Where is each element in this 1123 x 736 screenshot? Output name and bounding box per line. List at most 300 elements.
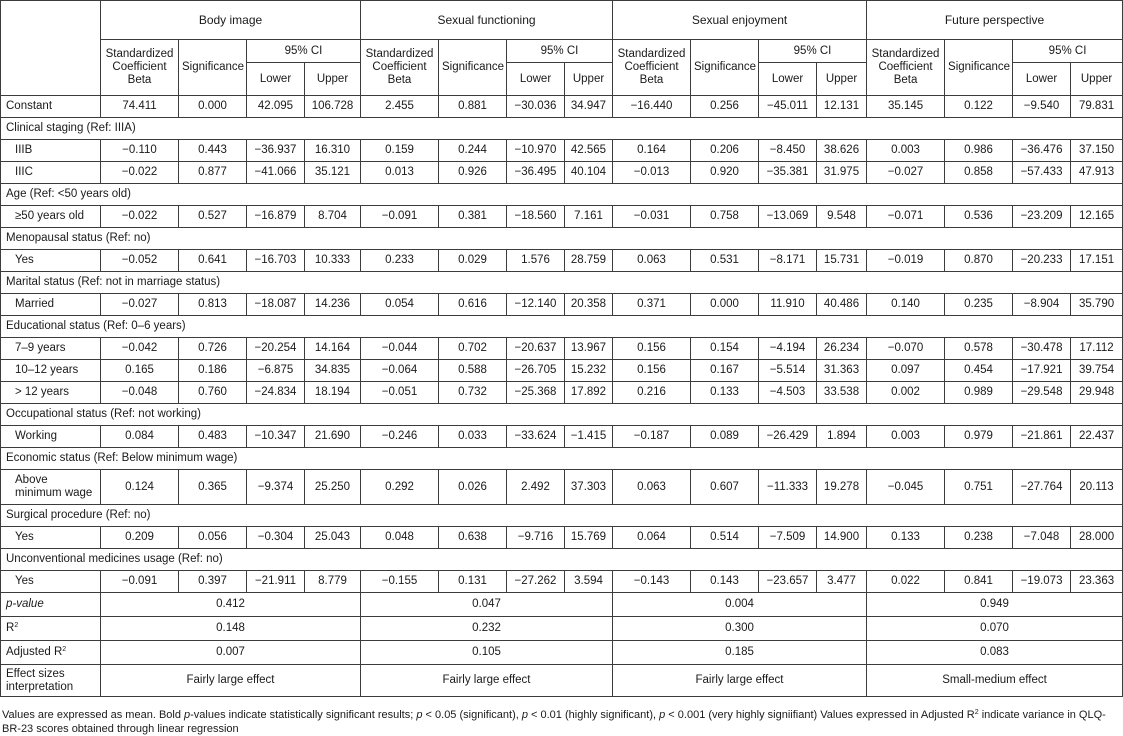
- table-cell: 13.967: [565, 338, 613, 360]
- table-cell: −0.027: [867, 162, 945, 184]
- ci-header: 95% CI: [247, 40, 361, 63]
- table-cell: −0.091: [101, 571, 179, 593]
- table-cell: −0.048: [101, 382, 179, 404]
- table-cell: −0.027: [101, 294, 179, 316]
- table-cell: 11.910: [759, 294, 817, 316]
- table-cell: 0.877: [179, 162, 247, 184]
- table-cell: −27.764: [1013, 470, 1071, 505]
- table-cell: 8.779: [305, 571, 361, 593]
- table-cell: 0.064: [613, 527, 691, 549]
- significance-header: Significance: [439, 40, 507, 96]
- row-label: Working: [1, 426, 101, 448]
- table-cell: 0.536: [945, 206, 1013, 228]
- table-cell: −6.875: [247, 360, 305, 382]
- row-label: Yes: [1, 527, 101, 549]
- table-cell: 0.063: [613, 250, 691, 272]
- table-cell: −21.861: [1013, 426, 1071, 448]
- table-cell: 23.363: [1071, 571, 1123, 593]
- table-cell: −1.415: [565, 426, 613, 448]
- table-cell: −33.624: [507, 426, 565, 448]
- table-cell: 31.975: [817, 162, 867, 184]
- significance-header: Significance: [945, 40, 1013, 96]
- table-cell: 33.538: [817, 382, 867, 404]
- table-cell: 7.161: [565, 206, 613, 228]
- table-cell: 12.131: [817, 96, 867, 118]
- table-cell: 0.054: [361, 294, 439, 316]
- table-cell: −0.187: [613, 426, 691, 448]
- table-cell: −0.155: [361, 571, 439, 593]
- table-cell: −57.433: [1013, 162, 1071, 184]
- stats-value: 0.007: [101, 641, 361, 665]
- table-cell: 0.758: [691, 206, 759, 228]
- table-cell: 0.186: [179, 360, 247, 382]
- table-cell: 0.527: [179, 206, 247, 228]
- table-cell: 0.122: [945, 96, 1013, 118]
- table-cell: −45.011: [759, 96, 817, 118]
- table-cell: 0.216: [613, 382, 691, 404]
- table-cell: 0.483: [179, 426, 247, 448]
- table-cell: 0.397: [179, 571, 247, 593]
- table-cell: 22.437: [1071, 426, 1123, 448]
- table-cell: −7.048: [1013, 527, 1071, 549]
- table-cell: 25.043: [305, 527, 361, 549]
- table-cell: 37.303: [565, 470, 613, 505]
- table-cell: 9.548: [817, 206, 867, 228]
- table-cell: −0.031: [613, 206, 691, 228]
- table-cell: 106.728: [305, 96, 361, 118]
- table-cell: −16.440: [613, 96, 691, 118]
- stats-value: Fairly large effect: [101, 665, 361, 697]
- table-cell: 39.754: [1071, 360, 1123, 382]
- significance-header: Significance: [179, 40, 247, 96]
- stats-value: 0.070: [867, 617, 1123, 641]
- table-cell: 0.235: [945, 294, 1013, 316]
- table-cell: −29.548: [1013, 382, 1071, 404]
- section-label: Economic status (Ref: Below minimum wage): [1, 448, 1123, 470]
- row-label: Married: [1, 294, 101, 316]
- table-cell: 0.454: [945, 360, 1013, 382]
- table-cell: 16.310: [305, 140, 361, 162]
- row-label: Above minimum wage: [1, 470, 101, 505]
- table-row: [1, 470, 1123, 505]
- table-cell: 0.371: [613, 294, 691, 316]
- table-cell: −9.374: [247, 470, 305, 505]
- table-cell: −35.381: [759, 162, 817, 184]
- table-cell: 0.986: [945, 140, 1013, 162]
- table-cell: −21.911: [247, 571, 305, 593]
- table-cell: 0.381: [439, 206, 507, 228]
- stats-row-r2: [1, 617, 1123, 641]
- table-cell: −0.019: [867, 250, 945, 272]
- section-label: Marital status (Ref: not in marriage status): [1, 272, 1123, 294]
- table-cell: 0.089: [691, 426, 759, 448]
- stats-value: Small-medium effect: [867, 665, 1123, 697]
- table-cell: 14.900: [817, 527, 867, 549]
- stats-value: 0.185: [613, 641, 867, 665]
- table-cell: −0.064: [361, 360, 439, 382]
- table-cell: 0.143: [691, 571, 759, 593]
- table-cell: 0.000: [179, 96, 247, 118]
- table-cell: 0.133: [691, 382, 759, 404]
- table-cell: 0.164: [613, 140, 691, 162]
- table-cell: 0.244: [439, 140, 507, 162]
- group-header-future-perspective: Future perspective: [867, 1, 1123, 40]
- table-cell: 47.913: [1071, 162, 1123, 184]
- table-cell: −8.450: [759, 140, 817, 162]
- section-row: [1, 228, 1123, 250]
- table-cell: 37.150: [1071, 140, 1123, 162]
- section-row: [1, 316, 1123, 338]
- table-cell: 25.250: [305, 470, 361, 505]
- table-cell: 0.154: [691, 338, 759, 360]
- table-cell: −0.070: [867, 338, 945, 360]
- table-cell: −36.937: [247, 140, 305, 162]
- table-cell: −26.705: [507, 360, 565, 382]
- ci-header: 95% CI: [1013, 40, 1123, 63]
- row-label: Yes: [1, 250, 101, 272]
- table-cell: 0.616: [439, 294, 507, 316]
- table-cell: 0.578: [945, 338, 1013, 360]
- table-cell: 0.443: [179, 140, 247, 162]
- stats-label-pvalue: p-value: [1, 593, 101, 617]
- beta-header: Standardized Coefficient Beta: [361, 40, 439, 96]
- section-label: Menopausal status (Ref: no): [1, 228, 1123, 250]
- corner-cell: [1, 1, 101, 96]
- table-cell: −12.140: [507, 294, 565, 316]
- table-cell: 0.022: [867, 571, 945, 593]
- table-cell: 20.358: [565, 294, 613, 316]
- stats-value: 0.047: [361, 593, 613, 617]
- lower-header: Lower: [247, 63, 305, 96]
- row-label: > 12 years: [1, 382, 101, 404]
- table-cell: 0.033: [439, 426, 507, 448]
- table-cell: −30.036: [507, 96, 565, 118]
- table-cell: 35.790: [1071, 294, 1123, 316]
- section-row: [1, 404, 1123, 426]
- table-cell: −20.637: [507, 338, 565, 360]
- table-cell: −0.143: [613, 571, 691, 593]
- table-cell: −20.233: [1013, 250, 1071, 272]
- table-cell: 40.486: [817, 294, 867, 316]
- table-cell: 20.113: [1071, 470, 1123, 505]
- table-cell: 21.690: [305, 426, 361, 448]
- table-cell: 15.232: [565, 360, 613, 382]
- table-row: [1, 96, 1123, 118]
- table-cell: 0.159: [361, 140, 439, 162]
- table-cell: −26.429: [759, 426, 817, 448]
- stats-row-adjusted-r2: [1, 641, 1123, 665]
- table-cell: 0.013: [361, 162, 439, 184]
- table-cell: −8.904: [1013, 294, 1071, 316]
- table-row: [1, 382, 1123, 404]
- section-label: Surgical procedure (Ref: no): [1, 505, 1123, 527]
- table-cell: 42.565: [565, 140, 613, 162]
- lower-header: Lower: [759, 63, 817, 96]
- table-cell: 0.003: [867, 140, 945, 162]
- table-cell: 0.029: [439, 250, 507, 272]
- row-label: 7–9 years: [1, 338, 101, 360]
- table-cell: 10.333: [305, 250, 361, 272]
- table-cell: 35.121: [305, 162, 361, 184]
- upper-header: Upper: [1071, 63, 1123, 96]
- table-cell: 0.881: [439, 96, 507, 118]
- stats-value: 0.232: [361, 617, 613, 641]
- table-row: [1, 140, 1123, 162]
- table-cell: −11.333: [759, 470, 817, 505]
- table-cell: 0.209: [101, 527, 179, 549]
- table-cell: 0.920: [691, 162, 759, 184]
- table-cell: 0.858: [945, 162, 1013, 184]
- table-cell: 0.084: [101, 426, 179, 448]
- table-cell: 0.531: [691, 250, 759, 272]
- table-cell: 34.947: [565, 96, 613, 118]
- table-cell: 0.206: [691, 140, 759, 162]
- section-row: [1, 549, 1123, 571]
- table-cell: 0.751: [945, 470, 1013, 505]
- table-cell: 15.769: [565, 527, 613, 549]
- upper-header: Upper: [305, 63, 361, 96]
- table-cell: −0.044: [361, 338, 439, 360]
- table-cell: 18.194: [305, 382, 361, 404]
- table-footnote: Values are expressed as mean. Bold p-values indicate statistically significant results; p < 0.05 (significant), p < 0.01 (highly significant), p < 0.001 (very highly signiifiant) Values expressed in Adjusted $R^2$ indicate variance in QLQ-BR-23 scores obtained through linear regression: [2, 709, 1106, 735]
- table-cell: −10.970: [507, 140, 565, 162]
- table-cell: 0.514: [691, 527, 759, 549]
- row-label: IIIC: [1, 162, 101, 184]
- table-cell: 0.292: [361, 470, 439, 505]
- table-cell: −0.042: [101, 338, 179, 360]
- table-cell: 0.156: [613, 338, 691, 360]
- table-cell: 0.000: [691, 294, 759, 316]
- table-cell: 0.979: [945, 426, 1013, 448]
- table-cell: 12.165: [1071, 206, 1123, 228]
- table-cell: −36.476: [1013, 140, 1071, 162]
- table-cell: 0.238: [945, 527, 1013, 549]
- table-cell: −4.503: [759, 382, 817, 404]
- stats-label-r2: $R^2$: [1, 617, 101, 641]
- section-row: [1, 505, 1123, 527]
- table-row: [1, 426, 1123, 448]
- section-label: Unconventional medicines usage (Ref: no): [1, 549, 1123, 571]
- table-cell: 0.131: [439, 571, 507, 593]
- stats-value: 0.105: [361, 641, 613, 665]
- section-row: [1, 184, 1123, 206]
- table-cell: 0.167: [691, 360, 759, 382]
- stats-value: 0.300: [613, 617, 867, 641]
- significance-header: Significance: [691, 40, 759, 96]
- table-cell: −9.540: [1013, 96, 1071, 118]
- table-cell: 35.145: [867, 96, 945, 118]
- row-label: Yes: [1, 571, 101, 593]
- table-cell: 14.236: [305, 294, 361, 316]
- table-row: [1, 294, 1123, 316]
- table-cell: 29.948: [1071, 382, 1123, 404]
- table-cell: −9.716: [507, 527, 565, 549]
- table-cell: 0.989: [945, 382, 1013, 404]
- table-cell: −0.052: [101, 250, 179, 272]
- table-cell: 0.026: [439, 470, 507, 505]
- table-cell: 0.732: [439, 382, 507, 404]
- table-row: [1, 338, 1123, 360]
- table-row: [1, 527, 1123, 549]
- header-row-groups: [1, 1, 1123, 40]
- group-header-sexual-enjoyment: Sexual enjoyment: [613, 1, 867, 40]
- table-row: [1, 206, 1123, 228]
- stats-value: Fairly large effect: [613, 665, 867, 697]
- table-cell: 38.626: [817, 140, 867, 162]
- stats-value: 0.949: [867, 593, 1123, 617]
- table-cell: 0.133: [867, 527, 945, 549]
- table-cell: −20.254: [247, 338, 305, 360]
- lower-header: Lower: [507, 63, 565, 96]
- ci-header: 95% CI: [759, 40, 867, 63]
- table-cell: −0.022: [101, 206, 179, 228]
- table-cell: 0.140: [867, 294, 945, 316]
- row-label: Constant: [1, 96, 101, 118]
- lower-header: Lower: [1013, 63, 1071, 96]
- table-cell: 0.002: [867, 382, 945, 404]
- table-cell: 0.638: [439, 527, 507, 549]
- table-cell: −13.069: [759, 206, 817, 228]
- table-cell: 0.365: [179, 470, 247, 505]
- table-cell: 0.063: [613, 470, 691, 505]
- table-cell: −0.246: [361, 426, 439, 448]
- section-row: [1, 448, 1123, 470]
- stats-label-adjusted-r2: Adjusted $R^2$: [1, 641, 101, 665]
- table-cell: 1.576: [507, 250, 565, 272]
- table-cell: 17.112: [1071, 338, 1123, 360]
- table-cell: 19.278: [817, 470, 867, 505]
- table-cell: −16.703: [247, 250, 305, 272]
- table-cell: 34.835: [305, 360, 361, 382]
- table-cell: 8.704: [305, 206, 361, 228]
- table-cell: 0.760: [179, 382, 247, 404]
- table-row: [1, 162, 1123, 184]
- table-cell: −8.171: [759, 250, 817, 272]
- table-row: [1, 360, 1123, 382]
- table-cell: 28.000: [1071, 527, 1123, 549]
- stats-row-pvalue: [1, 593, 1123, 617]
- table-cell: 26.234: [817, 338, 867, 360]
- table-cell: −0.091: [361, 206, 439, 228]
- stats-row-effect: [1, 665, 1123, 697]
- table-cell: −24.834: [247, 382, 305, 404]
- table-cell: 0.256: [691, 96, 759, 118]
- table-cell: 0.841: [945, 571, 1013, 593]
- table-cell: 0.926: [439, 162, 507, 184]
- table-cell: −0.304: [247, 527, 305, 549]
- table-cell: 14.164: [305, 338, 361, 360]
- table-cell: 0.726: [179, 338, 247, 360]
- table-cell: −16.879: [247, 206, 305, 228]
- row-label: ≥50 years old: [1, 206, 101, 228]
- section-row: [1, 118, 1123, 140]
- table-cell: 17.151: [1071, 250, 1123, 272]
- table-cell: 74.411: [101, 96, 179, 118]
- table-cell: 15.731: [817, 250, 867, 272]
- table-cell: −5.514: [759, 360, 817, 382]
- beta-header: Standardized Coefficient Beta: [101, 40, 179, 96]
- table-cell: −41.066: [247, 162, 305, 184]
- stats-value: Fairly large effect: [361, 665, 613, 697]
- table-cell: 40.104: [565, 162, 613, 184]
- table-cell: 0.003: [867, 426, 945, 448]
- table-cell: −0.071: [867, 206, 945, 228]
- table-cell: 0.588: [439, 360, 507, 382]
- table-row: [1, 571, 1123, 593]
- group-header-body-image: Body image: [101, 1, 361, 40]
- table-cell: 0.156: [613, 360, 691, 382]
- table-cell: 0.233: [361, 250, 439, 272]
- group-header-sexual-functioning: Sexual functioning: [361, 1, 613, 40]
- table-cell: 0.870: [945, 250, 1013, 272]
- table-cell: 17.892: [565, 382, 613, 404]
- table-cell: 0.702: [439, 338, 507, 360]
- table-row: [1, 250, 1123, 272]
- table-cell: −7.509: [759, 527, 817, 549]
- stats-label-effect: Effect sizes interpretation: [1, 665, 101, 697]
- table-cell: −4.194: [759, 338, 817, 360]
- section-label: Age (Ref: <50 years old): [1, 184, 1123, 206]
- table-cell: 0.048: [361, 527, 439, 549]
- table-cell: −30.478: [1013, 338, 1071, 360]
- section-row: [1, 272, 1123, 294]
- ci-header: 95% CI: [507, 40, 613, 63]
- table-cell: 79.831: [1071, 96, 1123, 118]
- table-cell: −0.013: [613, 162, 691, 184]
- stats-value: 0.083: [867, 641, 1123, 665]
- table-cell: −18.087: [247, 294, 305, 316]
- stats-value: 0.148: [101, 617, 361, 641]
- table-cell: 0.124: [101, 470, 179, 505]
- table-cell: 28.759: [565, 250, 613, 272]
- table-cell: −23.657: [759, 571, 817, 593]
- table-cell: −19.073: [1013, 571, 1071, 593]
- header-row-sub: [1, 40, 1123, 63]
- table-cell: 0.056: [179, 527, 247, 549]
- beta-header: Standardized Coefficient Beta: [867, 40, 945, 96]
- table-cell: −27.262: [507, 571, 565, 593]
- table-cell: −0.022: [101, 162, 179, 184]
- table-cell: −0.045: [867, 470, 945, 505]
- table-cell: 0.641: [179, 250, 247, 272]
- table-cell: 1.894: [817, 426, 867, 448]
- table-cell: −0.051: [361, 382, 439, 404]
- table-cell: −36.495: [507, 162, 565, 184]
- table-cell: −17.921: [1013, 360, 1071, 382]
- row-label: 10–12 years: [1, 360, 101, 382]
- table-cell: −18.560: [507, 206, 565, 228]
- table-cell: 3.594: [565, 571, 613, 593]
- stats-value: 0.412: [101, 593, 361, 617]
- table-cell: 0.165: [101, 360, 179, 382]
- table-cell: 2.492: [507, 470, 565, 505]
- table-cell: 3.477: [817, 571, 867, 593]
- section-label: Occupational status (Ref: not working): [1, 404, 1123, 426]
- beta-header: Standardized Coefficient Beta: [613, 40, 691, 96]
- section-label: Educational status (Ref: 0–6 years): [1, 316, 1123, 338]
- upper-header: Upper: [565, 63, 613, 96]
- row-label: IIIB: [1, 140, 101, 162]
- table-cell: 2.455: [361, 96, 439, 118]
- table-cell: −0.110: [101, 140, 179, 162]
- section-label: Clinical staging (Ref: IIIA): [1, 118, 1123, 140]
- table-cell: 0.813: [179, 294, 247, 316]
- table-cell: 42.095: [247, 96, 305, 118]
- stats-value: 0.004: [613, 593, 867, 617]
- table-cell: 0.607: [691, 470, 759, 505]
- table-cell: 0.097: [867, 360, 945, 382]
- upper-header: Upper: [817, 63, 867, 96]
